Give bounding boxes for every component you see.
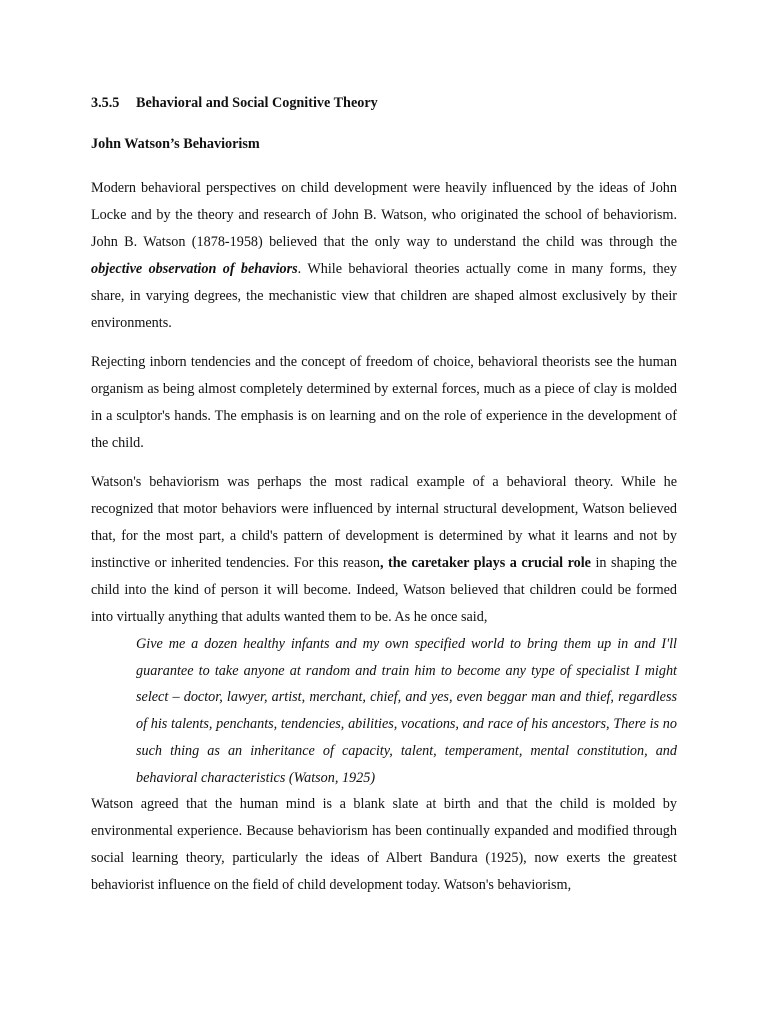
paragraph-1-text-b: . While behavioral theories actually come in many forms, they share, in varying degrees, the mechanistic view that children are shaped almost exclusively by their environments. [91, 261, 677, 331]
paragraph-1-emphasis: objective observation of behaviors [91, 261, 298, 277]
paragraph-3-text-a: Watson's behaviorism was perhaps the most radical example of a behavioral theory. While he recognized that motor behaviors were influenced by internal structural development, Watson believed that, for the most part, a child's pattern of development is determined by what it learns and not by instinctive or inherited tendencies. For this reason [91, 474, 677, 571]
subheading-watson-behaviorism: John Watson’s Behaviorism [91, 136, 260, 152]
section-title: Behavioral and Social Cognitive Theory [136, 95, 378, 111]
paragraph-2: Rejecting inborn tendencies and the concept of freedom of choice, behavioral theorists see the human organism as being almost completely determined by external forces, much as a piece of clay is molded in a sculptor's hands. The emphasis is on learning and on the role of experience in the development of the child. [91, 354, 677, 451]
paragraph-3-emphasis: , the caretaker plays a crucial role [380, 555, 591, 571]
paragraph-3 [91, 469, 677, 631]
paragraph-1 [91, 175, 677, 337]
paragraph-4: Watson agreed that the human mind is a blank slate at birth and that the child is molded by environmental experience. Because behaviorism has been continually expanded and modified through social learning theory, particularly the ideas of Albert Bandura (1925), now exerts the greatest behaviorist influence on the field of child development today. Watson's behaviorism, [91, 796, 677, 894]
section-number: 3.5.5 [91, 95, 120, 111]
document-body [91, 92, 677, 899]
watson-quote: Give me a dozen healthy infants and my own specified world to bring them up in and I'll guarantee to take anyone at random and train him to become any type of specialist I might select – doctor, lawyer, artist, merchant, chief, and yes, even beggar man and thief, regardless of his talents, penchants, tendencies, abilities, vocations, and race of his ancestors, There is no such thing as an inheritance of capacity, talent, temperament, mental constitution, and behavioral characteristics (Watson, 1925) [136, 636, 677, 786]
paragraph-3-text-b: in shaping the child into the kind of person it will become. Indeed, Watson believed that children could be formed into virtually anything that adults wanted them to be. As he once said, [91, 555, 677, 625]
paragraph-1-text-a: Modern behavioral perspectives on child development were heavily influenced by the ideas of John Locke and by the theory and research of John B. Watson, who originated the school of behaviorism. John B. Watson (1878-1958) believed that the only way to understand the child was through the [91, 180, 677, 250]
section-heading [91, 92, 677, 114]
